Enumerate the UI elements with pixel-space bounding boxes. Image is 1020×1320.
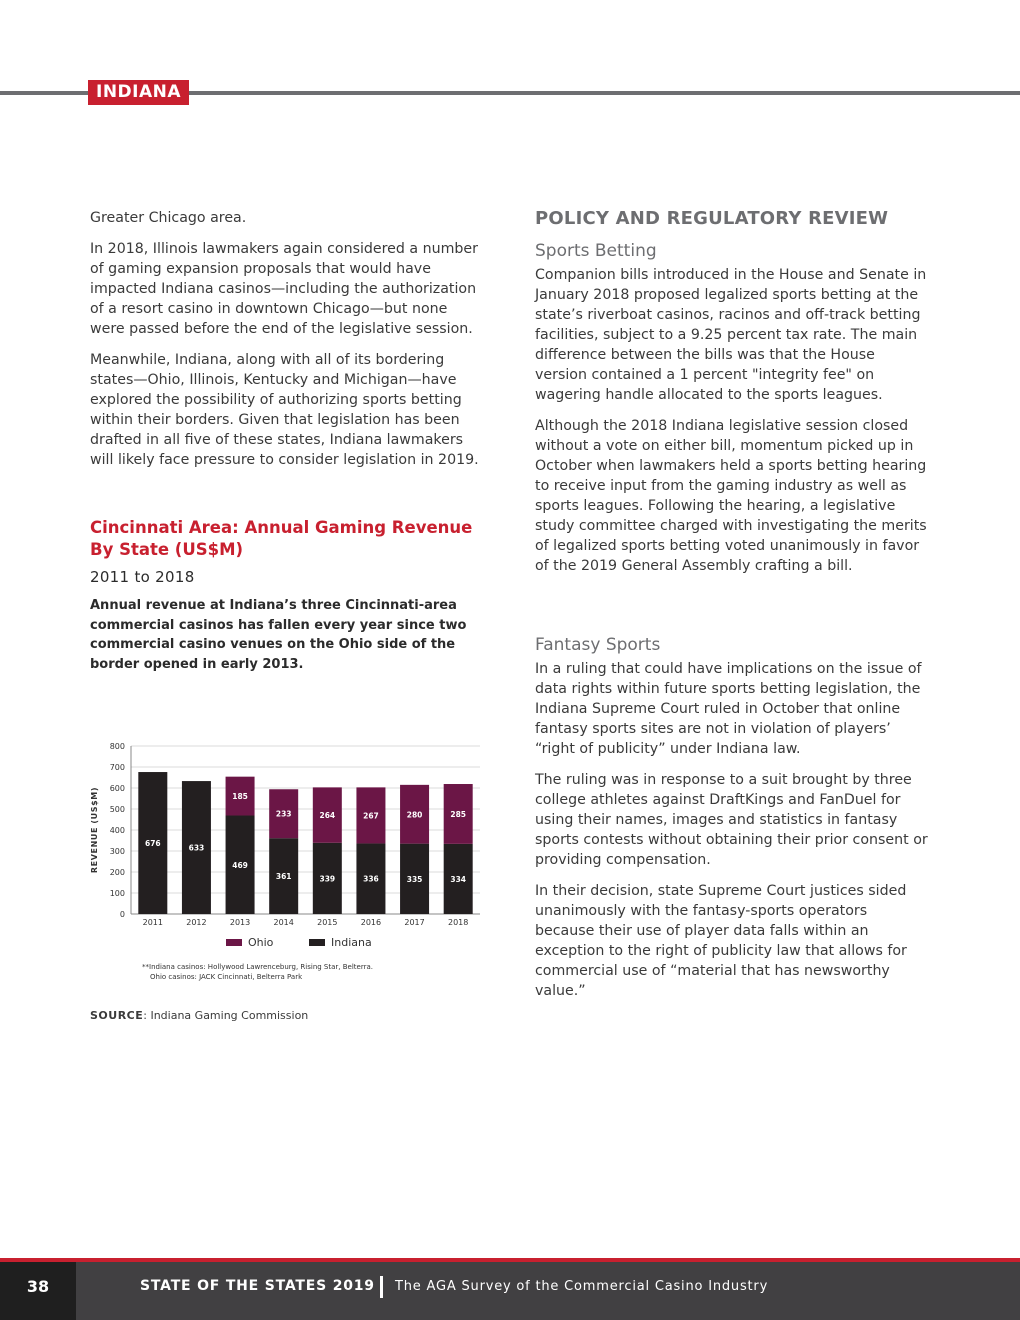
left-paragraph: Greater Chicago area.	[90, 210, 247, 226]
chart-source	[90, 1009, 308, 1022]
right-column	[535, 208, 930, 1012]
fantasy-sports-title: Fantasy Sports	[535, 635, 661, 655]
x-tick-label: 2017	[404, 918, 425, 927]
page-number: 38	[0, 1262, 76, 1320]
bar-label-ohio: 267	[363, 811, 379, 821]
left-paragraph: In 2018, Illinois lawmakers again considered a number of gaming expansion proposals that would have impacted Indiana casinos—including the authorization of a resort casino in downtown Chicago—but none were passed before the end of the legislative session.	[90, 241, 478, 337]
x-tick-label: 2011	[142, 918, 163, 927]
sports-paragraph: Although the 2018 Indiana legislative session closed without a vote on either bill, momentum picked up in October when lawmakers held a sports betting hearing to receive input from the gaming industry as well as sports leagues. Following the hearing, a legislative study committee charged with investigating the merits of legalized sports betting voted unanimously in favor of the 2019 General Assembly crafting a bill.	[535, 418, 927, 574]
bar-label-indiana: 334	[450, 874, 467, 884]
y-tick-label: 400	[109, 826, 125, 835]
bar-label-ohio: 264	[319, 811, 336, 821]
legend-label-indiana: Indiana	[331, 936, 372, 949]
x-tick-label: 2015	[317, 918, 338, 927]
sports-betting-title: Sports Betting	[535, 241, 657, 261]
state-tag: INDIANA	[88, 80, 189, 105]
y-tick-label: 700	[109, 763, 125, 772]
bar-label-indiana: 336	[363, 874, 379, 884]
footer-subtitle: The AGA Survey of the Commercial Casino Industry	[395, 1279, 769, 1294]
y-tick-label: 600	[109, 784, 125, 793]
left-paragraph: Meanwhile, Indiana, along with all of its bordering states—Ohio, Illinois, Kentucky and Michigan—have explored the possibility of authorizing sports betting within their borders. Given that legislation has been drafted in all five of these states, Indiana lawmakers will likely face pressure to consider legislation in 2019.	[90, 352, 479, 468]
legend-label-ohio: Ohio	[248, 936, 274, 949]
left-column	[90, 208, 485, 674]
legend-swatch-indiana	[309, 939, 325, 946]
y-tick-label: 800	[109, 742, 125, 751]
chart-description: Annual revenue at Indiana’s three Cincinnati-area commercial casinos has fallen every year since two commercial casino venues on the Ohio side of the border opened in early 2013.	[90, 598, 467, 672]
bar-label-indiana: 339	[319, 874, 336, 884]
y-tick-label: 500	[109, 805, 125, 814]
y-tick-label: 100	[109, 889, 125, 898]
y-tick-label: 200	[109, 868, 125, 877]
sports-paragraph: Companion bills introduced in the House and Senate in January 2018 proposed legalized sports betting at the state’s riverboat casinos, racinos and off-track betting facilities, subject to a 9.25 percent tax rate. The main difference between the bills was that the House version contained a 1 percent "integrity fee" on wagering handle allocated to the sports leagues.	[535, 267, 927, 403]
bar-label-ohio: 280	[406, 810, 423, 820]
revenue-chart	[88, 736, 488, 996]
footer	[0, 1262, 1020, 1320]
revenue-chart-svg	[88, 736, 488, 996]
chart-note: Ohio casinos: JACK Cincinnati, Belterra Park	[150, 973, 303, 981]
section-title: POLICY AND REGULATORY REVIEW	[535, 208, 889, 229]
fantasy-paragraph: In their decision, state Supreme Court justices sided unanimously with the fantasy-sports operators because their use of player data falls within an exception to the right of publicity law that allows for commercial use of “material that has newsworthy value.”	[535, 883, 907, 999]
legend-swatch-ohio	[226, 939, 242, 946]
bar-label-ohio: 233	[275, 809, 292, 819]
bar-label-indiana: 633	[188, 843, 205, 853]
chart-subtitle: 2011 to 2018	[90, 568, 195, 586]
source-label: SOURCE	[90, 1009, 144, 1022]
x-tick-label: 2018	[448, 918, 469, 927]
chart-note: **Indiana casinos: Hollywood Lawrenceburg, Rising Star, Belterra.	[142, 963, 373, 971]
bar-label-ohio: 185	[232, 792, 248, 802]
y-axis-label: REVENUE (US$M)	[90, 786, 99, 874]
x-tick-label: 2014	[273, 918, 294, 927]
bar-label-indiana: 361	[275, 872, 292, 882]
source-text: : Indiana Gaming Commission	[143, 1009, 309, 1022]
footer-title: STATE OF THE STATES 2019	[140, 1278, 375, 1294]
y-tick-label: 0	[119, 910, 125, 919]
bar-label-indiana: 469	[232, 860, 248, 870]
y-tick-label: 300	[109, 847, 125, 856]
chart-title: Cincinnati Area: Annual Gaming Revenue By State (US$M)	[90, 518, 473, 559]
footer-separator	[380, 1276, 383, 1298]
bar-label-indiana: 335	[406, 874, 423, 884]
x-tick-label: 2016	[360, 918, 382, 927]
bar-label-indiana: 676	[144, 839, 161, 849]
fantasy-paragraph: In a ruling that could have implications on the issue of data rights within future sports betting legislation, the Indiana Supreme Court ruled in October that online fantasy sports sites are not in violation of players’ “right of publicity” under Indiana law.	[535, 661, 922, 757]
fantasy-paragraph: The ruling was in response to a suit brought by three college athletes against DraftKings and FanDuel for using their names, images and statistics in fantasy sports contests without obtaining their prior consent or providing compensation.	[535, 772, 928, 868]
x-tick-label: 2013	[229, 918, 251, 927]
x-tick-label: 2012	[186, 918, 207, 927]
bar-label-ohio: 285	[450, 809, 467, 819]
